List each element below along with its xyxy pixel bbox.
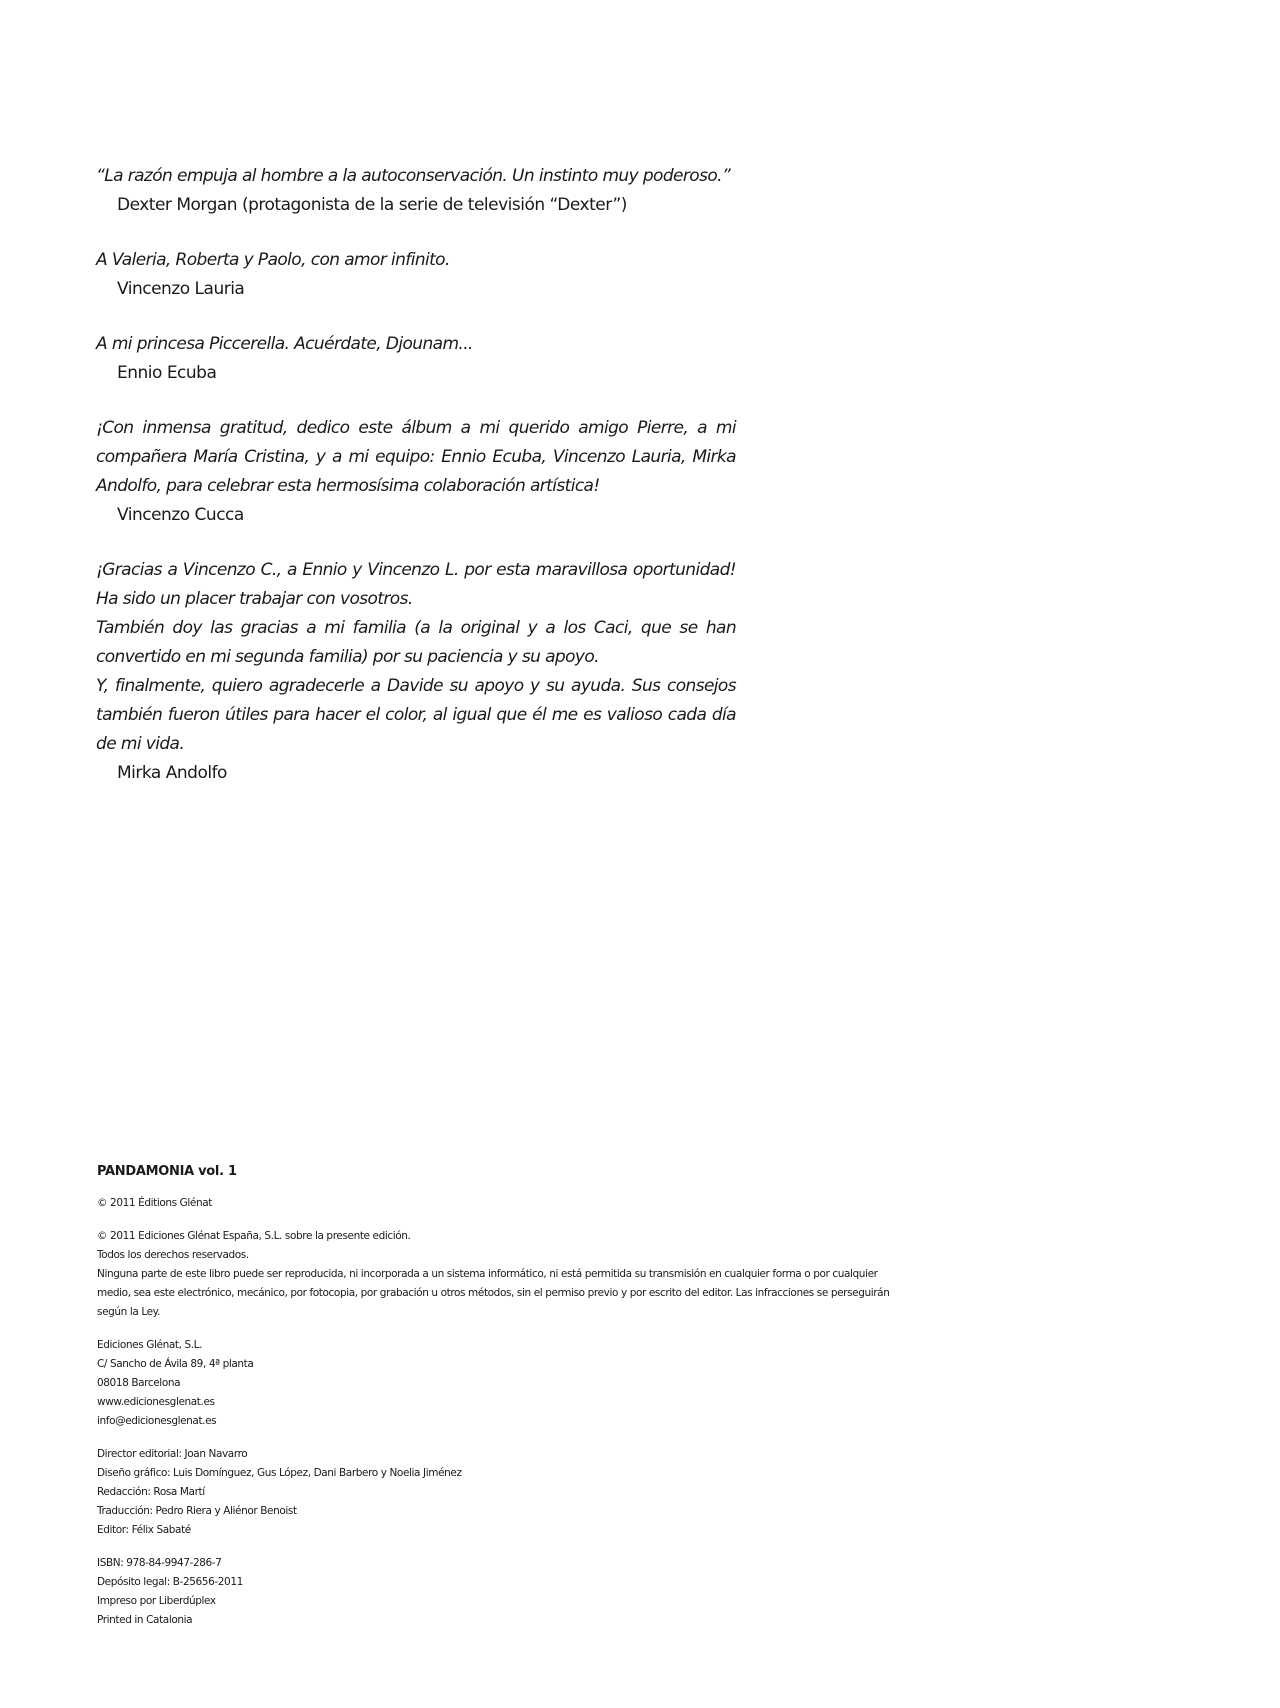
dedication-lauria [96, 246, 736, 304]
dedication-andolfo [96, 556, 736, 788]
staff-credits [97, 1445, 897, 1540]
dedication-author: Mirka Andolfo [117, 763, 227, 783]
dedication-cucca [96, 414, 736, 530]
staff-line: Traducción: Pedro Riera y Aliénor Benoist [97, 1505, 297, 1517]
dedication-quote [96, 330, 736, 359]
dedication-author: Ennio Ecuba [117, 363, 217, 383]
dedication-quote [96, 246, 736, 275]
printer-line: Impreso por Liberdúplex [97, 1595, 216, 1607]
quote-line: ¡Con inmensa gratitud, dedico este álbum a mi querido amigo Pierre, a mi compañera María Cristina, y a mi equipo: Ennio Ecuba, Vincenzo Lauria, Mirka Andolfo, para celebrar esta hermosísima colaboración artística! [96, 418, 736, 496]
original-copyright [97, 1194, 897, 1213]
credits-section [97, 1162, 897, 1644]
dedication-quote [96, 162, 736, 191]
dedications-section [96, 162, 736, 814]
quote-line: “La razón empuja al hombre a la autoconservación. Un instinto muy poderoso.” [96, 166, 731, 186]
legal-deposit-line: Depósito legal: B-25656-2011 [97, 1576, 243, 1588]
staff-line: Editor: Félix Sabaté [97, 1524, 191, 1536]
publication-info [97, 1554, 897, 1630]
rights-line: Ninguna parte de este libro puede ser reproducida, ni incorporada a un sistema informático, ni está permitida su transmisión en cualquier forma o por cualquier medio, sea este electrónico, mecánico, por fotocopia, por grabación u otros métodos, sin el permiso previo y por escrito del editor. Las infracciones se perseguirán según la Ley. [97, 1268, 890, 1318]
address-line: Ediciones Glénat, S.L. [97, 1339, 203, 1351]
dedication-author: Vincenzo Cucca [117, 505, 244, 525]
staff-line: Diseño gráfico: Luis Domínguez, Gus López, Dani Barbero y Noelia Jiménez [97, 1467, 462, 1479]
copyright-line: © 2011 Éditions Glénat [97, 1197, 212, 1209]
staff-line: Director editorial: Joan Navarro [97, 1448, 248, 1460]
dedication-author: Dexter Morgan (protagonista de la serie de televisión “Dexter”) [117, 195, 627, 215]
email-line: info@edicionesglenat.es [97, 1415, 217, 1427]
quote-line: También doy las gracias a mi familia (a la original y a los Caci, que se han convertido en mi segunda familia) por su paciencia y su apoyo. [96, 618, 736, 667]
book-title: PANDAMONIA vol. 1 [97, 1164, 237, 1179]
quote-line: A Valeria, Roberta y Paolo, con amor infinito. [96, 250, 450, 270]
staff-line: Redacción: Rosa Martí [97, 1486, 205, 1498]
quote-line: A mi princesa Piccerella. Acuérdate, Djounam... [96, 334, 473, 354]
dedication-quote [96, 414, 736, 501]
isbn-line: ISBN: 978-84-9947-286-7 [97, 1557, 222, 1569]
printed-in-line: Printed in Catalonia [97, 1614, 193, 1626]
rights-notice [97, 1227, 897, 1322]
dedication-author: Vincenzo Lauria [117, 279, 245, 299]
address-line: 08018 Barcelona [97, 1377, 181, 1389]
address-line: C/ Sancho de Ávila 89, 4ª planta [97, 1358, 254, 1370]
dedication-dexter [96, 162, 736, 220]
quote-line: ¡Gracias a Vincenzo C., a Ennio y Vincenzo L. por esta maravillosa oportunidad! Ha sido un placer trabajar con vosotros. [96, 560, 736, 609]
website-line: www.edicionesglenat.es [97, 1396, 215, 1408]
dedication-quote [96, 556, 736, 759]
dedication-ecuba [96, 330, 736, 388]
rights-line: © 2011 Ediciones Glénat España, S.L. sobre la presente edición. [97, 1230, 411, 1242]
rights-line: Todos los derechos reservados. [97, 1249, 249, 1261]
publisher-address [97, 1336, 897, 1431]
quote-line: Y, finalmente, quiero agradecerle a Davide su apoyo y su ayuda. Sus consejos también fueron útiles para hacer el color, al igual que él me es valioso cada día de mi vida. [96, 676, 736, 754]
